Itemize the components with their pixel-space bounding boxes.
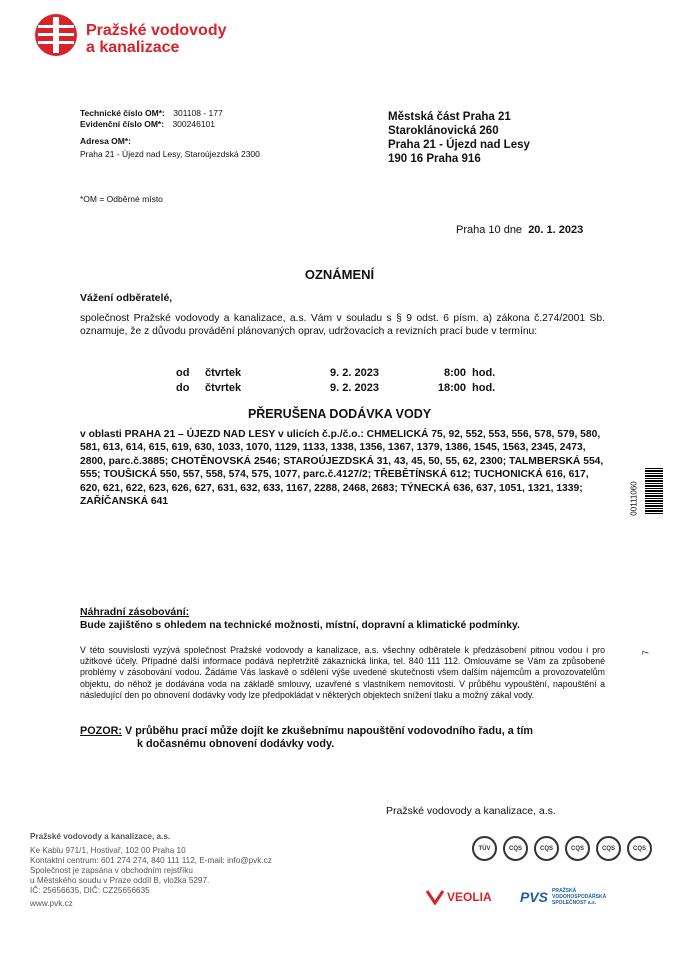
term-from: od čtvrtek 9. 2. 2023 8:00 hod. bbox=[176, 367, 496, 379]
logo-icon bbox=[34, 13, 78, 57]
logo-name: Pražské vodovody a kanalizace bbox=[86, 22, 227, 56]
barcode-number: 00111060 bbox=[629, 481, 639, 516]
affected-streets: v oblasti PRAHA 21 – ÚJEZD NAD LESY v ulicích č.p./č.o.: CHMELICKÁ 75, 92, 552, 553, 556, 578, 579, 580, 581, 613, 614, 615, 619, 630, 1033, 1070, 1129, 1133, 1338, 1356, 1367, 1379, 1386, 1545, 1563, 2345, 2473, 2800, parc.č.3885; CHOTĚNOVSKÁ 2546; STAROÚJEZDSKÁ 31, 43, 45, 50, 55, 62, 2300; TALMBERSKÁ 554, 555; TOUŠICKÁ 550, 557, 558, 574, 575, 1077, parc.č.4127/2; TŘEBĚTÍNSKÁ 612; TUCHONICKÁ 616, 617, 620, 621, 622, 623, 626, 627, 631, 632, 633, 1167, 2288, 2468, 2683; TÝNECKÁ 636, 637, 1051, 1321, 1339; ZAŘÍČANSKÁ 641 bbox=[80, 429, 604, 508]
notice-title: OZNÁMENÍ bbox=[304, 267, 375, 282]
date-line: Praha 10 dne 20. 1. 2023 bbox=[456, 224, 584, 236]
intro-paragraph: společnost Pražské vodovody a kanalizace, a.s. Vám v souladu s § 9 odst. 6 písm. a) zákona č.274/2001 Sb. oznamuje, že z důvodu provádění plánovaných oprav, udržovacích a revizních prací bude v termínu: bbox=[80, 313, 605, 337]
cert-seal-1: TÜV bbox=[472, 836, 497, 861]
om-footnote: *OM = Odběrné místo bbox=[80, 194, 163, 204]
cert-seal-4: CQS bbox=[565, 836, 590, 861]
greeting: Vážení odběratelé, bbox=[80, 292, 173, 304]
page-mark: 7 bbox=[641, 650, 651, 655]
cert-seal-6: CQS bbox=[627, 836, 652, 861]
veolia-icon bbox=[426, 889, 444, 905]
warning: POZOR: V průběhu prací může dojít ke zkušebnímu napouštění vodovodního řadu, a tím bbox=[80, 725, 533, 737]
replacement-text: Bude zajištěno s ohledem na technické možnosti, místní, dopravní a klimatické podmínky. bbox=[80, 620, 520, 631]
pvs-logo: PVS PRAŽSKÁ VODOHOSPODÁŘSKÁ SPOLEČNOST a.s. bbox=[520, 888, 607, 906]
term-to: do čtvrtek 9. 2. 2023 18:00 hod. bbox=[176, 382, 496, 394]
veolia-logo: VEOLIA bbox=[426, 889, 492, 905]
replacement-title: Náhradní zásobování: bbox=[80, 606, 190, 618]
om-meta: Technické číslo OM*: 301108 - 177 Evidenční číslo OM*: 300246101 Adresa OM*: Praha 21 - Újezd nad Lesy, Staroújezdská 2300 bbox=[80, 108, 260, 159]
warning-cont: k dočasnému obnovení dodávky vody. bbox=[137, 738, 335, 750]
signature: Pražské vodovody a kanalizace, a.s. bbox=[386, 805, 556, 817]
cert-seal-2: CQS bbox=[503, 836, 528, 861]
side-barcode bbox=[645, 468, 663, 515]
company-logo bbox=[34, 13, 78, 57]
cert-seal-5: CQS bbox=[596, 836, 621, 861]
recipient-address: Městská část Praha 21 Staroklánovická 260 Praha 21 - Újezd nad Lesy 190 16 Praha 916 bbox=[388, 111, 530, 165]
footer-company: Pražské vodovody a kanalizace, a.s. Ke Kablu 971/1, Hostivař, 102 00 Praha 10 Kontaktní centrum: 601 274 274, 840 111 112, E-mail: info@pvk.cz Společnost je zapsána v obchodním rejstříku u Městského soudu v Praze oddíl B, vložka 5297. IČ: 25656635, DIČ: CZ25656635 www.pvk.cz bbox=[30, 832, 272, 908]
cert-seal-3: CQS bbox=[534, 836, 559, 861]
interruption-title: PŘERUŠENA DODÁVKA VODY bbox=[247, 407, 432, 421]
info-paragraph: V této souvislosti vyzývá společnost Pražské vodovody a kanalizace, a.s. všechny odběratele k předzásobení pitnou vodou i pro užitkové účely. Případné další informace podává nepřetržitě zákaznická linka, tel. 840 111 112. Omlouváme se Vám za způsobené problémy v zásobování vodou. Žádáme Vás laskavě o sdělení výše uvedené skutečnosti všem dalším nájemcům a provozovatelům objektu, do něhož je dodávána voda na základě smlouvy, uzavřené s vlastníkem nemovitosti. V průběhu vypouštění, napouštění a následující den po obnovení dodávky vody lze předpokládat v některých objektech snížení tlaku a možný zákal vody. bbox=[80, 645, 605, 700]
